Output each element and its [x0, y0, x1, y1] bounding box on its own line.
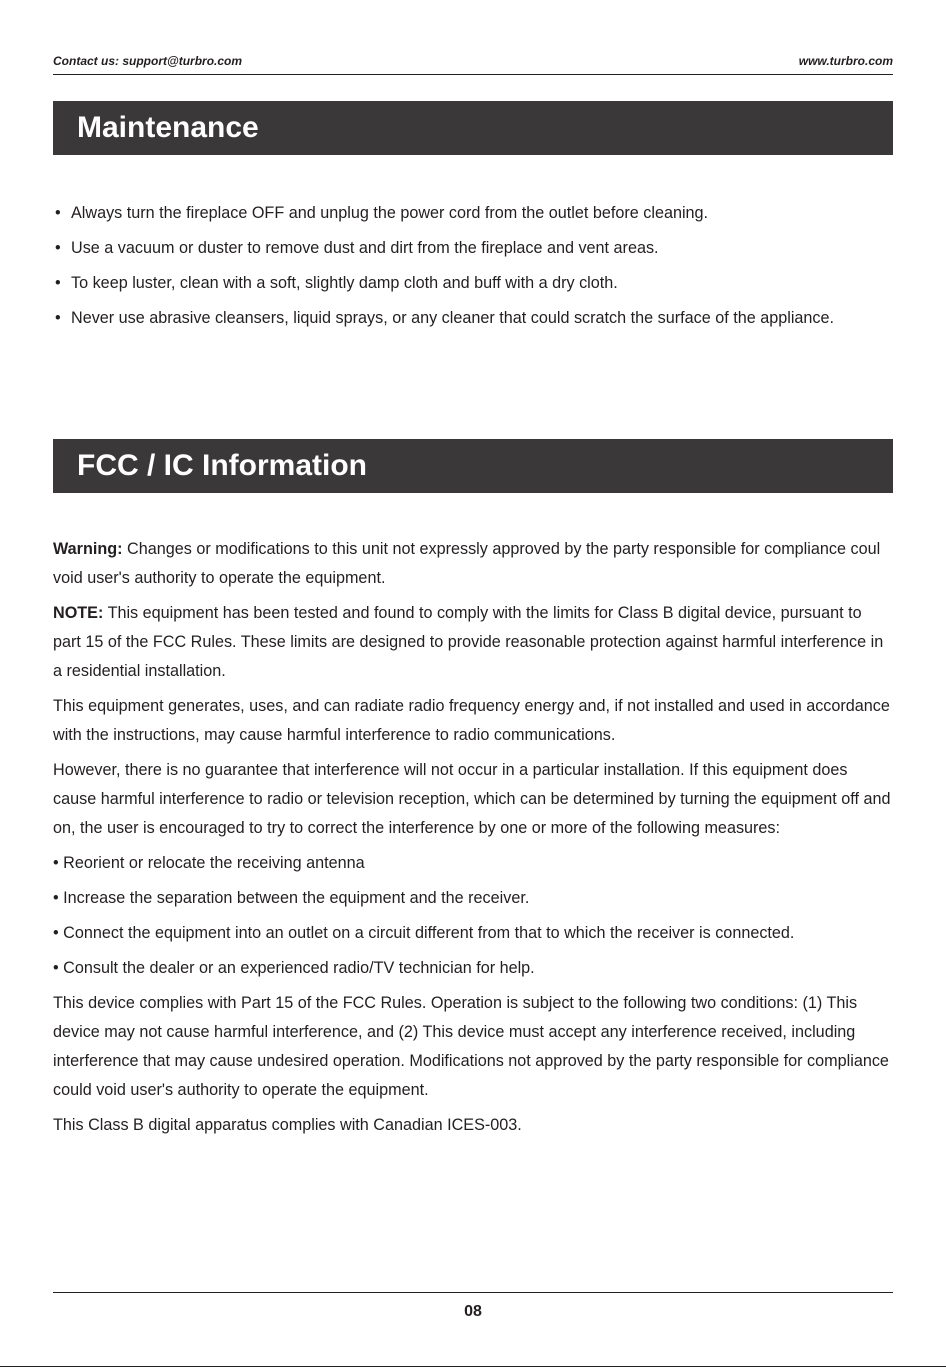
- ices-paragraph: This Class B digital apparatus complies with Canadian ICES-003.: [53, 1116, 522, 1134]
- maintenance-title: Maintenance: [77, 111, 259, 144]
- list-item: • Always turn the fireplace OFF and unplug the power cord from the outlet before cleaning.: [53, 200, 893, 227]
- note-label: NOTE:: [53, 604, 104, 622]
- footer-divider: [53, 1292, 893, 1293]
- measure-item: • Connect the equipment into an outlet on a circuit different from that to which the receiver is connected.: [53, 924, 795, 942]
- list-item: • To keep luster, clean with a soft, slightly damp cloth and buff with a dry cloth.: [53, 270, 893, 297]
- fcc-title: FCC / IC Information: [77, 449, 367, 482]
- website-url: www.turbro.com: [798, 54, 893, 68]
- page-number: 08: [464, 1303, 482, 1320]
- warning-label: Warning:: [53, 540, 123, 558]
- complies-paragraph: This device complies with Part 15 of the FCC Rules. Operation is subject to the following two conditions: (1) This device may not cause harmful interference, and (2) This device must accept any interference received, including interference that may cause undesired operation. Modifications not approved by the party responsible for compliance could void user's authority to operate the equipment.: [53, 994, 889, 1099]
- fcc-heading-bar: [53, 439, 893, 493]
- fcc-body: [53, 535, 893, 1146]
- measure-item: • Consult the dealer or an experienced radio/TV technician for help.: [53, 959, 535, 977]
- list-item: • Never use abrasive cleansers, liquid sprays, or any cleaner that could scratch the surface of the appliance.: [53, 305, 893, 332]
- however-paragraph: However, there is no guarantee that interference will not occur in a particular installation. If this equipment does cause harmful interference to radio or television reception, which can be determined by turning the equipment off and on, the user is encouraged to try to correct the interference by one or more of the following measures:: [53, 761, 891, 837]
- maintenance-list: [53, 200, 893, 340]
- warning-paragraph: Warning: Changes or modifications to this unit not expressly approved by the party responsible for compliance coul void user's authority to operate the equipment.: [53, 540, 881, 587]
- contact-email: Contact us: support@turbro.com: [53, 54, 243, 68]
- list-item: • Use a vacuum or duster to remove dust and dirt from the fireplace and vent areas.: [53, 235, 893, 262]
- generates-paragraph: This equipment generates, uses, and can radiate radio frequency energy and, if not installed and used in accordance with the instructions, may cause harmful interference to radio communications.: [53, 697, 890, 744]
- measure-item: • Increase the separation between the equipment and the receiver.: [53, 889, 530, 907]
- bullet-icon: •: [55, 239, 61, 257]
- page-header: [53, 54, 893, 75]
- bullet-icon: •: [55, 309, 61, 327]
- note-paragraph: NOTE: This equipment has been tested and found to comply with the limits for Class B digital device, pursuant to part 15 of the FCC Rules. These limits are designed to provide reasonable protection against harmful interference in a residential installation.: [53, 604, 884, 680]
- measure-item: • Reorient or relocate the receiving antenna: [53, 854, 365, 872]
- bullet-icon: •: [55, 204, 61, 222]
- bottom-edge-line: [0, 1366, 946, 1367]
- bullet-icon: •: [55, 274, 61, 292]
- maintenance-heading-bar: [53, 101, 893, 155]
